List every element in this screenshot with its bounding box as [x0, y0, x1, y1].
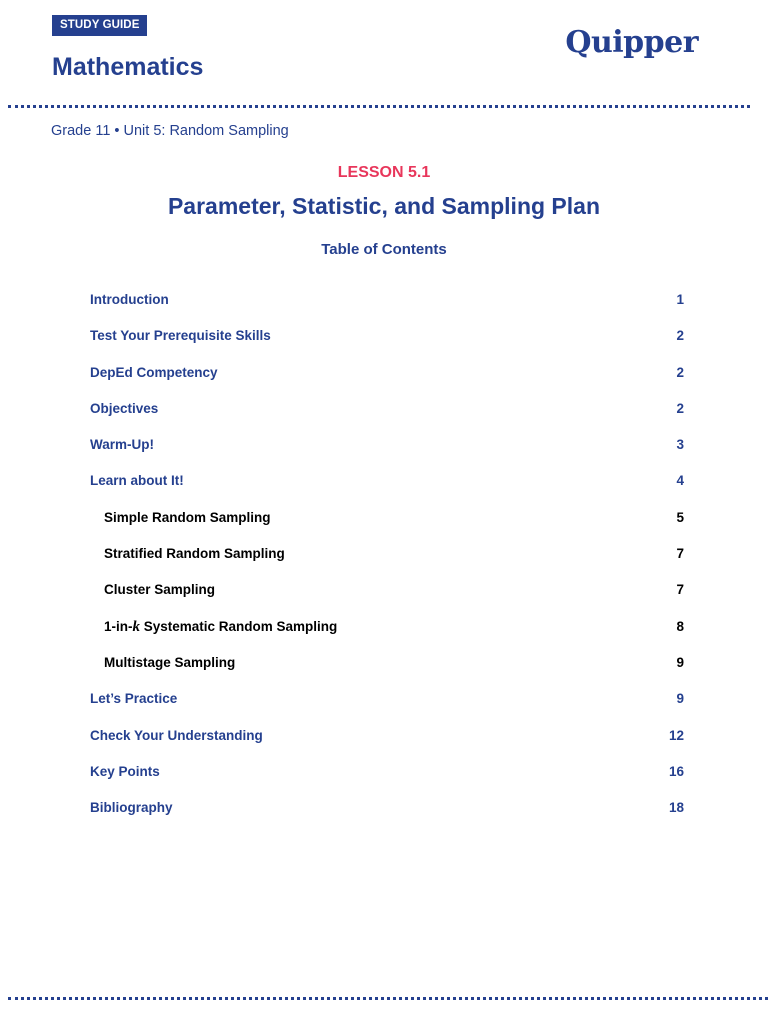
- toc-item-simple-random-sampling[interactable]: [90, 507, 684, 543]
- toc-item-label: Objectives: [90, 400, 159, 416]
- top-dotted-divider: [8, 105, 750, 108]
- quipper-logo: Quipper: [565, 25, 698, 60]
- lesson-label: LESSON 5.1: [337, 164, 431, 181]
- toc-item-page: 3: [676, 437, 684, 453]
- toc-item-label: Multistage Sampling: [104, 654, 236, 670]
- toc-item-test-your-prerequisite-skills[interactable]: [90, 325, 684, 361]
- toc-item-page: 5: [676, 509, 684, 525]
- toc-item-label: [104, 619, 337, 634]
- toc-item-multistage-sampling[interactable]: [90, 652, 684, 688]
- toc-item-label: Bibliography: [90, 800, 173, 816]
- unit-breadcrumb: Grade 11 • Unit 5: Random Sampling: [51, 123, 289, 139]
- toc-item-page: 16: [668, 763, 684, 779]
- toc-item-page: 9: [676, 691, 684, 707]
- toc-item-label: Learn about It!: [90, 473, 184, 489]
- study-guide-badge: STUDY GUIDE: [52, 15, 147, 36]
- toc-item-deped-competency[interactable]: [90, 362, 684, 398]
- subject-title: Mathematics: [52, 53, 204, 81]
- toc-item-page: 7: [676, 546, 684, 562]
- toc-item-cluster-sampling[interactable]: [90, 579, 684, 615]
- toc-item-label: Test Your Prerequisite Skills: [90, 328, 271, 344]
- toc-item-bibliography[interactable]: [90, 797, 684, 833]
- toc-item-label: Check Your Understanding: [90, 727, 263, 743]
- toc-item-page: 2: [676, 364, 684, 380]
- toc-item-page: 8: [676, 618, 684, 634]
- toc-item-page: 18: [668, 800, 684, 816]
- toc-item-label: DepEd Competency: [90, 364, 218, 380]
- toc-item-page: 2: [676, 400, 684, 416]
- toc-item-key-points[interactable]: [90, 761, 684, 797]
- toc-item-page: 12: [668, 727, 684, 743]
- toc-item-label: Cluster Sampling: [104, 582, 216, 598]
- toc-item-label-prefix: 1-in-: [104, 618, 133, 634]
- toc-item-label: Stratified Random Sampling: [104, 546, 285, 562]
- toc-item-warm-up[interactable]: [90, 434, 684, 470]
- toc-item-label-suffix: Systematic Random Sampling: [140, 618, 338, 634]
- lesson-title: Parameter, Statistic, and Sampling Plan: [167, 193, 601, 219]
- toc-item-page: 7: [676, 582, 684, 598]
- toc-item-systematic-random-sampling[interactable]: [90, 616, 684, 652]
- toc-item-label: Warm-Up!: [90, 437, 154, 453]
- toc-item-stratified-random-sampling[interactable]: [90, 543, 684, 579]
- toc-heading: Table of Contents: [321, 241, 447, 258]
- toc-item-page: 2: [676, 328, 684, 344]
- toc-item-page: 9: [676, 654, 684, 670]
- toc-item-label: Let’s Practice: [90, 691, 178, 707]
- bottom-dotted-divider: [8, 997, 768, 1000]
- toc-item-label: Introduction: [90, 292, 169, 307]
- toc-item-lets-practice[interactable]: [90, 688, 684, 724]
- table-of-contents: [90, 289, 684, 833]
- toc-item-page: 4: [676, 473, 684, 489]
- toc-item-label-variable: k: [132, 618, 140, 635]
- toc-item-page: 1: [676, 292, 684, 307]
- toc-item-label: Key Points: [90, 763, 160, 779]
- toc-item-check-your-understanding[interactable]: [90, 725, 684, 761]
- toc-item-objectives[interactable]: [90, 398, 684, 434]
- toc-item-introduction[interactable]: [90, 289, 684, 325]
- toc-item-label: Simple Random Sampling: [104, 509, 271, 525]
- toc-item-learn-about-it[interactable]: [90, 470, 684, 506]
